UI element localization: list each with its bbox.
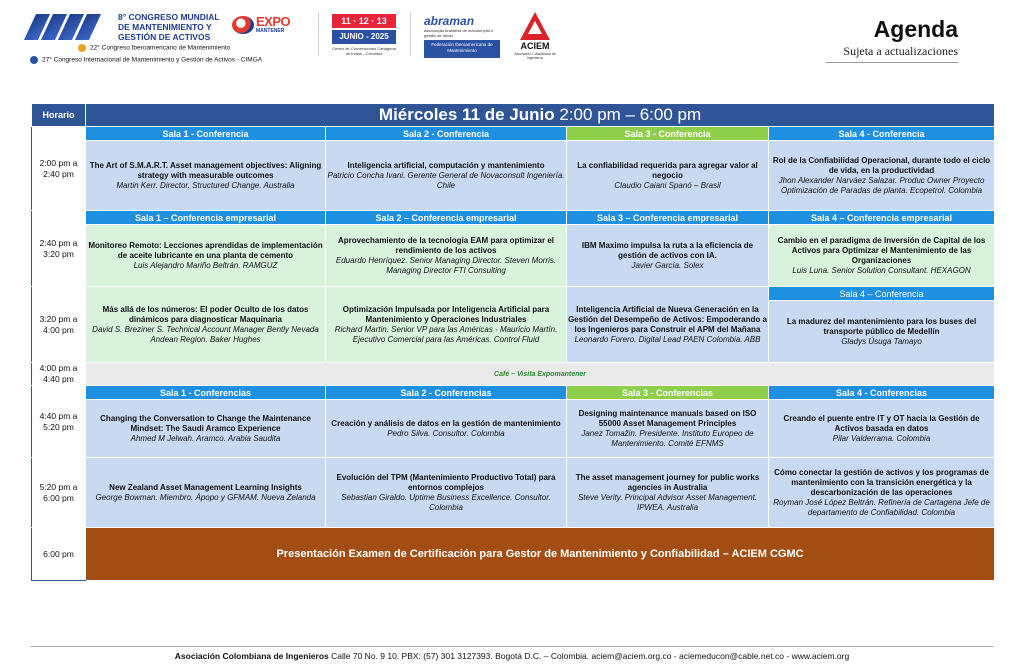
time-slot: 2:40 pm a 3:20 pm [32,211,86,287]
sala-header: Sala 1 – Conferencia empresarial [86,211,326,225]
cimga-dot-icon [30,56,38,64]
date-month: JUNIO - 2025 [332,30,396,44]
session-cell: The Art of S.M.A.R.T. Asset management objectives: Aligning strategy with measurable outcomes Martin Kerr. Director. Structured Change. Australia [86,141,326,211]
session-cell: Inteligencia Artificial de Nueva Generación en la Gestión del Desempeño de Activos: Empoderando a los Ingenieros para Construir el APM del Mañana Leonardo Forero. Digital Lead PAEN Colombia. ABB [567,287,769,363]
sala-header: Sala 1 - Conferencias [86,386,326,400]
congreso-line2: DE MANTENIMIENTO Y [118,22,212,32]
session-row [32,458,995,528]
session-row [32,141,995,211]
sala-header: Sala 3 – Conferencia empresarial [567,211,769,225]
time-slot: 4:40 pm a 5:20 pm [32,386,86,458]
expo-title: EXPO [256,14,291,29]
footer-org: Asociación Colombiana de Ingenieros [174,651,329,661]
aciem-name: ACIEM [520,41,550,51]
abraman-logo [424,14,504,38]
time-slot: 5:20 pm a 6:00 pm [32,458,86,528]
presentation-row [32,528,995,581]
sala-header: Sala 2 – Conferencia empresarial [326,211,567,225]
congreso-sub1: 22° Congreso Iberoamericano de Mantenimiento [90,44,231,52]
time-slot: 3:20 pm a 4:00 pm [32,287,86,363]
session-cell: Creación y análisis de datos en la gestión de mantenimiento Pedro Silva. Consultor. Colombia [326,400,567,458]
session-cell: Aprovechamiento de la tecnología EAM para optimizar el rendimiento de los activos Eduardo Henríquez. Senior Managing Director. Steven Morris. Managing Director FTI Consulting [326,225,567,287]
session-cell: Más allá de los números: El poder Oculto de los datos dinámicos para diagnosticar Maquinaria David S. Breziner S. Technical Account Manager Bently Nevada Andean Region. Baker Hughes [86,287,326,363]
expo-swirl-icon [232,16,254,34]
session-cell: Changing the Conversation to Change the Maintenance Mindset: The Saudi Aramco Experience Ahmed M Jelwah. Aramco. Arabia Saudita [86,400,326,458]
presentation-cell: Presentación Examen de Certificación para Gestor de Mantenimiento y Confiabilidad – ACIEM CGMC [86,528,995,581]
time-slot: 2:00 pm a 2:40 pm [32,127,86,211]
date-days: 11 · 12 · 13 [332,14,396,28]
page-footer [0,651,1024,661]
session-cell: Creando el puente entre IT y OT hacia la Gestión de Activos basada en datos Pilar Valderrama. Colombia [769,400,995,458]
horario-label: Horario [32,104,86,127]
session-cell: IBM Maximo impulsa la ruta a la eficiencia de gestión de activos con IA. Javier García. Solex [567,225,769,287]
sala-header: Sala 3 - Conferencia [567,127,769,141]
sala-header-row [32,386,995,400]
session-cell: Optimización Impulsada por Inteligencia Artificial para Mantenimiento y Operaciones Industriales Richard Martin. Senior VP para las Américas - Mauricio Martín. Ejecutivo Comercial para las Américas. Control Fluid [326,287,567,363]
abraman-sub: associação brasileira de manutenção e gestão de ativos [424,28,494,38]
expo-sub: MANTENER [256,28,285,34]
congreso-line3: GESTIÓN DE ACTIVOS [118,32,211,42]
expo-logo [232,14,307,38]
session-cell: Designing maintenance manuals based on ISO 55000 Asset Management Principles Janez Tomažin. Presidente. Instituto Europeo de Mantenimiento. Comité EFNMS [567,400,769,458]
agenda-table [31,103,995,581]
page-header [0,0,1024,70]
session-cell: Monitoreo Remoto: Lecciones aprendidas de implementación de aceite lubricante en una planta de cemento Luis Alejandro Mariño Beltrán. RAMGUZ [86,225,326,287]
agenda-title: Agenda [873,16,958,42]
sala-header-row [32,127,995,141]
aciem-logo [512,12,558,62]
divider [410,12,411,56]
day-header-row [32,104,995,127]
session-cell: New Zealand Asset Management Learning Insights George Bowman. Miembro. Ápopo y GFMAM. Nueva Zelanda [86,458,326,528]
sala-header: Sala 2 - Conferencias [326,386,567,400]
date-place: Centro de Convenciones Cartagena de Indias - Colombia [332,46,396,56]
sala-header: Sala 4 – Conferencia [769,287,995,301]
agenda-subtitle: Sujeta a actualizaciones [843,44,958,58]
session-cell: Inteligencia artificial, computación y mantenimiento Patricio Concha Ivani. Gerente General de Novaconsult Ingeniería. Chile [326,141,567,211]
sala-header-row [32,211,995,225]
session-cell: Evolución del TPM (Mantenimiento Productivo Total) para entornos complejos Sebastian Giraldo. Uptime Business Excellence. Consultor. Colombia [326,458,567,528]
congreso-line1: 8° CONGRESO MUNDIAL [118,12,220,22]
session-row [32,400,995,458]
iberoamericano-dot-icon [78,44,86,52]
congreso-sub2: 27° Congreso Internacional de Mantenimiento y Gestión de Activos - CIMGA [42,56,263,64]
aciem-sub: Asociación Colombiana de Ingenieros [514,52,556,60]
aciem-triangle-icon [520,12,550,40]
sala-header: Sala 1 - Conferencia [86,127,326,141]
sala-header: Sala 3 - Conferencias [567,386,769,400]
sala-header: Sala 4 – Conferencia empresarial [769,211,995,225]
mmm-logo-icon [30,12,116,42]
session-cell: Rol de la Confiabilidad Operacional, durante todo el ciclo de vida, en la productividad Jhon Alexander Narváez Salazar. Produc Owner Proyecto Optimización de Paradas de planta. Ecopetrol. Colombia [769,141,995,211]
time-slot: 4:00 pm a 4:40 pm [32,363,86,386]
session-cell: Cambio en el paradigma de Inversión de Capital de los Activos para Optimizar el Mantenimiento de las Organizaciones Luis Luna. Senior Solution Consultant. HEXAGON [769,225,995,287]
date-badge [332,14,396,56]
footer-divider [30,646,994,647]
agenda-underline [826,62,958,63]
time-slot: 6:00 pm [32,528,86,581]
session-cell: La madurez del mantenimiento para los buses del transporte público de Medellín Gladys Úsuga Tamayo [769,301,995,363]
fed-logo: Federación Iberoamericana de Mantenimiento [424,40,500,58]
abraman-name: abraman [424,14,475,28]
break-row [32,363,995,386]
footer-details: Calle 70 No. 9 10. PBX: (57) 301 3127393. Bogotá D.C. – Colombia. aciem@aciem.org.co - aciemeducon@cable.net.co - www.aciem.org [328,651,850,661]
break-cell: Café – Visita Expomantener [86,363,995,386]
divider [318,12,319,56]
session-cell: The asset management journey for public works agencies in Australia Steve Verity. Principal Advisor Asset Management. IPWEA. Australia [567,458,769,528]
sala-header: Sala 2 - Conferencia [326,127,567,141]
day-title: Miércoles 11 de Junio 2:00 pm – 6:00 pm [86,104,995,127]
session-cell: Cómo conectar la gestión de activos y los programas de mantenimiento con la transición energética y la descarbonización de las operaciones Royman José López Beltrán. Refinería de Cartagena Jefe de departamento de Confiabilidad. Colombia [769,458,995,528]
sala-header: Sala 4 - Conferencias [769,386,995,400]
session-row [32,225,995,287]
sala-header: Sala 4 - Conferencia [769,127,995,141]
session-cell: La confiabilidad requerida para agregar valor al negocio Claudio Caiani Spanó – Brasil [567,141,769,211]
session-row [32,287,995,301]
congreso-logo [30,12,220,42]
